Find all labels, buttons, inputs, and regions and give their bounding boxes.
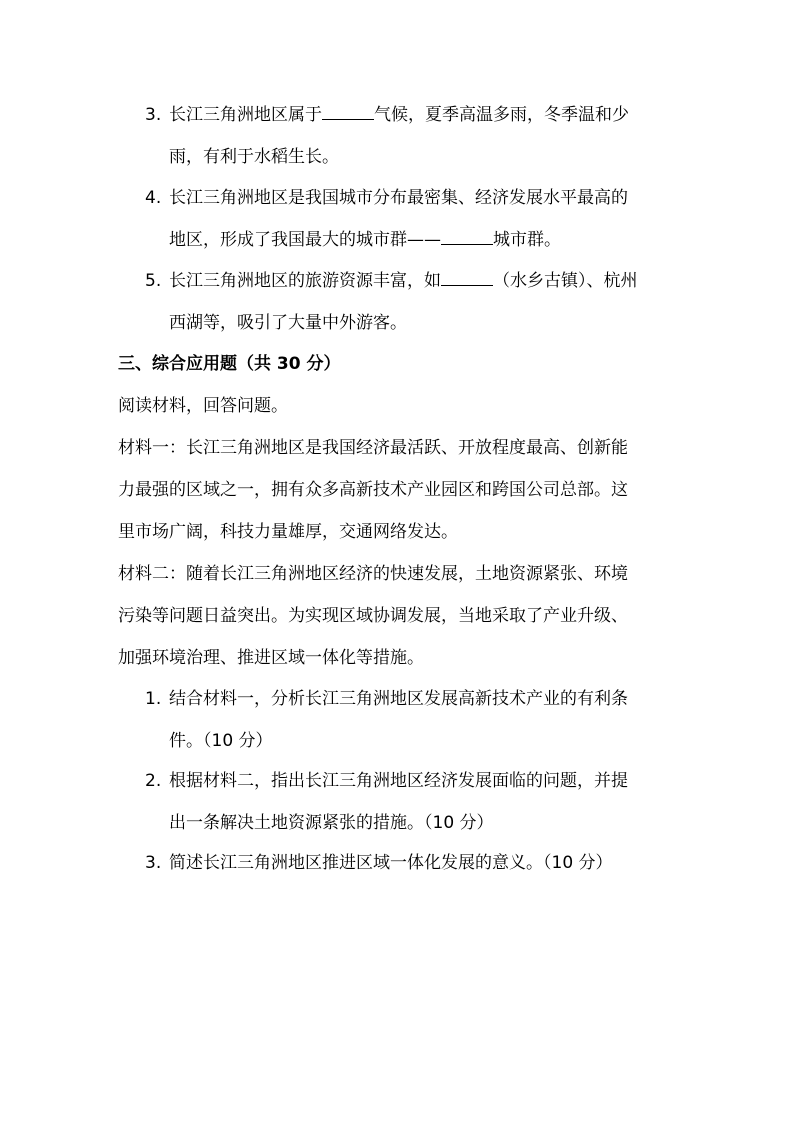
- question-line: 件。（10 分）: [169, 731, 273, 751]
- question-number: 4.: [145, 188, 162, 208]
- question-line: 西湖等，吸引了大量中外游客。: [169, 313, 407, 333]
- material-1-line: 里市场广阔，科技力量雄厚，交通网络发达。: [118, 522, 458, 542]
- question-number: 5.: [145, 271, 162, 291]
- question-line: 长江三角洲地区是我国城市分布最密集、经济发展水平最高的: [169, 188, 628, 208]
- question-line: 出一条解决土地资源紧张的措施。（10 分）: [169, 813, 494, 833]
- question-line: 地区，形成了我国最大的城市群—— 城市群。: [169, 230, 561, 250]
- material-2-line: 加强环境治理、推进区域一体化等措施。: [118, 648, 424, 668]
- question-line: 结合材料一，分析长江三角洲地区发展高新技术产业的有利条: [169, 689, 628, 709]
- material-2-line: 材料二：随着长江三角洲地区经济的快速发展，土地资源紧张、环境: [118, 564, 628, 584]
- question-number: 1.: [145, 689, 162, 709]
- answer-blank[interactable]: [441, 271, 493, 286]
- question-line: 长江三角洲地区属于 气候，夏季高温多雨，冬季温和少: [169, 105, 629, 125]
- question-line: 根据材料二，指出长江三角洲地区经济发展面临的问题，并提: [169, 771, 628, 791]
- question-line: 长江三角洲地区的旅游资源丰富，如 （水乡古镇）、杭州: [169, 271, 638, 291]
- material-1-line: 材料一：长江三角洲地区是我国经济最活跃、开放程度最高、创新能: [118, 438, 628, 458]
- answer-blank[interactable]: [441, 230, 493, 245]
- instruction-text: 阅读材料，回答问题。: [118, 396, 288, 416]
- material-2-line: 污染等问题日益突出。为实现区域协调发展，当地采取了产业升级、: [118, 606, 628, 626]
- section-heading: 三、综合应用题（共 30 分）: [118, 354, 341, 374]
- question-number: 2.: [145, 771, 162, 791]
- question-line: 简述长江三角洲地区推进区域一体化发展的意义。（10 分）: [169, 853, 613, 873]
- material-1-line: 力最强的区域之一，拥有众多高新技术产业园区和跨国公司总部。这: [118, 480, 628, 500]
- question-number: 3.: [145, 853, 162, 873]
- question-number: 3.: [145, 105, 162, 125]
- answer-blank[interactable]: [322, 105, 374, 120]
- question-line: 雨，有利于水稻生长。: [169, 147, 339, 167]
